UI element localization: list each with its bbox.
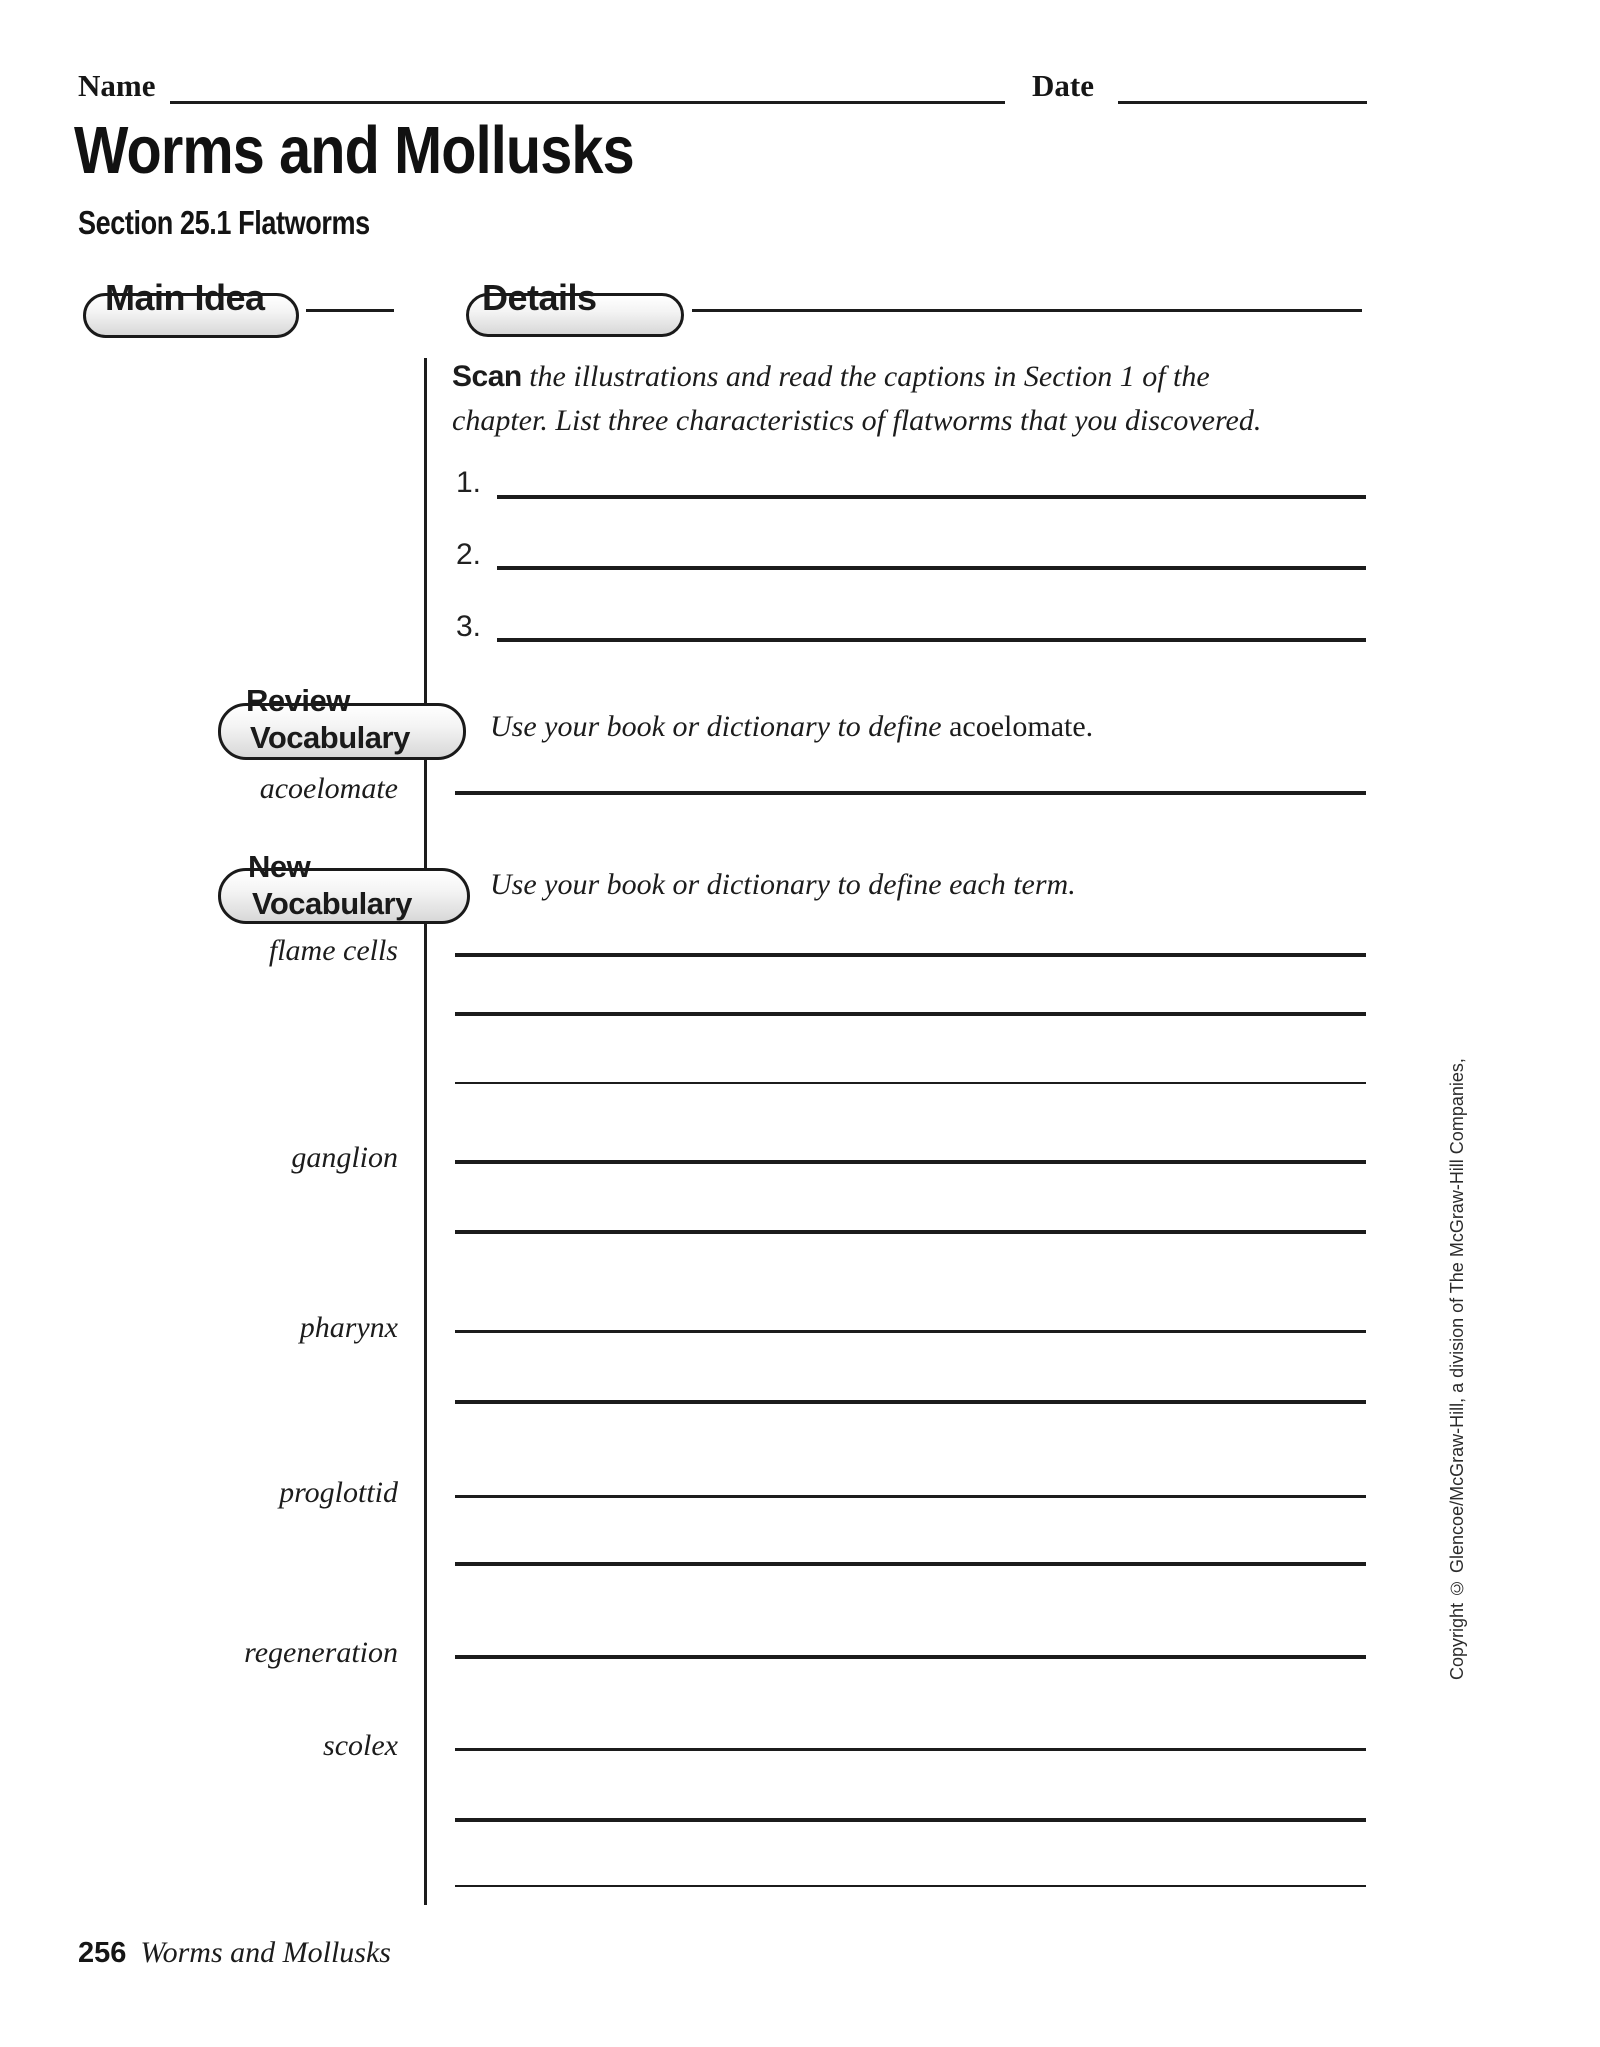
acoelomate-answer-line[interactable] (455, 791, 1366, 795)
copyright-notice: Copyright © Glencoe/McGraw-Hill, a division of The McGraw-Hill Companies, (1447, 1058, 1467, 1680)
scan-instruction-line1: Scan the illustrations and read the captions in Section 1 of the (452, 360, 1210, 393)
definition-line[interactable] (455, 1562, 1366, 1566)
definition-line[interactable] (455, 1330, 1366, 1333)
review-vocabulary-prompt: Use your book or dictionary to define acoelomate. (490, 710, 1094, 743)
term-pharynx: pharynx (299, 1311, 398, 1344)
definition-line[interactable] (455, 1012, 1366, 1016)
new-vocabulary-tab-line1: New (248, 849, 311, 884)
definition-line[interactable] (455, 1400, 1366, 1404)
date-label: Date (1032, 68, 1094, 103)
main-idea-rule (306, 309, 394, 312)
name-blank-line[interactable] (170, 101, 1005, 104)
scan-instruction-line2: chapter. List three characteristics of flatworms that you discovered. (452, 404, 1262, 437)
item-number-3: 3. (456, 610, 482, 643)
review-term-acoelomate: acoelomate (259, 772, 398, 805)
item-number-1: 1. (456, 466, 482, 499)
definition-line[interactable] (455, 1818, 1366, 1822)
definition-line[interactable] (455, 1230, 1366, 1234)
definition-line[interactable] (455, 1748, 1366, 1751)
review-vocabulary-tab-line2: Vocabulary (250, 720, 410, 755)
definition-line[interactable] (455, 1082, 1366, 1084)
term-proglottid: proglottid (279, 1476, 398, 1509)
details-tab-label: Details (482, 277, 597, 318)
answer-line-2[interactable] (497, 566, 1366, 570)
term-scolex: scolex (323, 1729, 398, 1762)
new-vocabulary-prompt: Use your book or dictionary to define each term. (490, 868, 1076, 901)
page-title: Worms and Mollusks (74, 113, 634, 188)
name-label: Name (78, 68, 156, 103)
term-regeneration: regeneration (244, 1636, 398, 1669)
new-vocabulary-tab-line2: Vocabulary (252, 886, 412, 921)
main-idea-tab-label: Main Idea (105, 277, 265, 318)
definition-line[interactable] (455, 1655, 1366, 1659)
item-number-2: 2. (456, 538, 482, 571)
answer-line-3[interactable] (497, 638, 1366, 642)
column-divider (424, 358, 427, 1905)
term-flame-cells: flame cells (268, 934, 398, 967)
definition-line[interactable] (455, 953, 1366, 957)
details-rule (692, 309, 1362, 312)
page-footer (78, 1936, 391, 1970)
review-vocabulary-tab-line1: Review (246, 683, 350, 718)
definition-line[interactable] (455, 1160, 1366, 1164)
scan-keyword: Scan (452, 360, 522, 393)
term-ganglion: ganglion (291, 1141, 398, 1174)
date-blank-line[interactable] (1118, 101, 1367, 104)
definition-line[interactable] (455, 1495, 1366, 1498)
definition-line[interactable] (455, 1885, 1366, 1887)
page-number: 256 (78, 1937, 127, 1969)
footer-book-title: Worms and Mollusks (140, 1936, 391, 1969)
answer-line-1[interactable] (497, 495, 1366, 499)
section-heading: Section 25.1 Flatworms (78, 204, 370, 241)
